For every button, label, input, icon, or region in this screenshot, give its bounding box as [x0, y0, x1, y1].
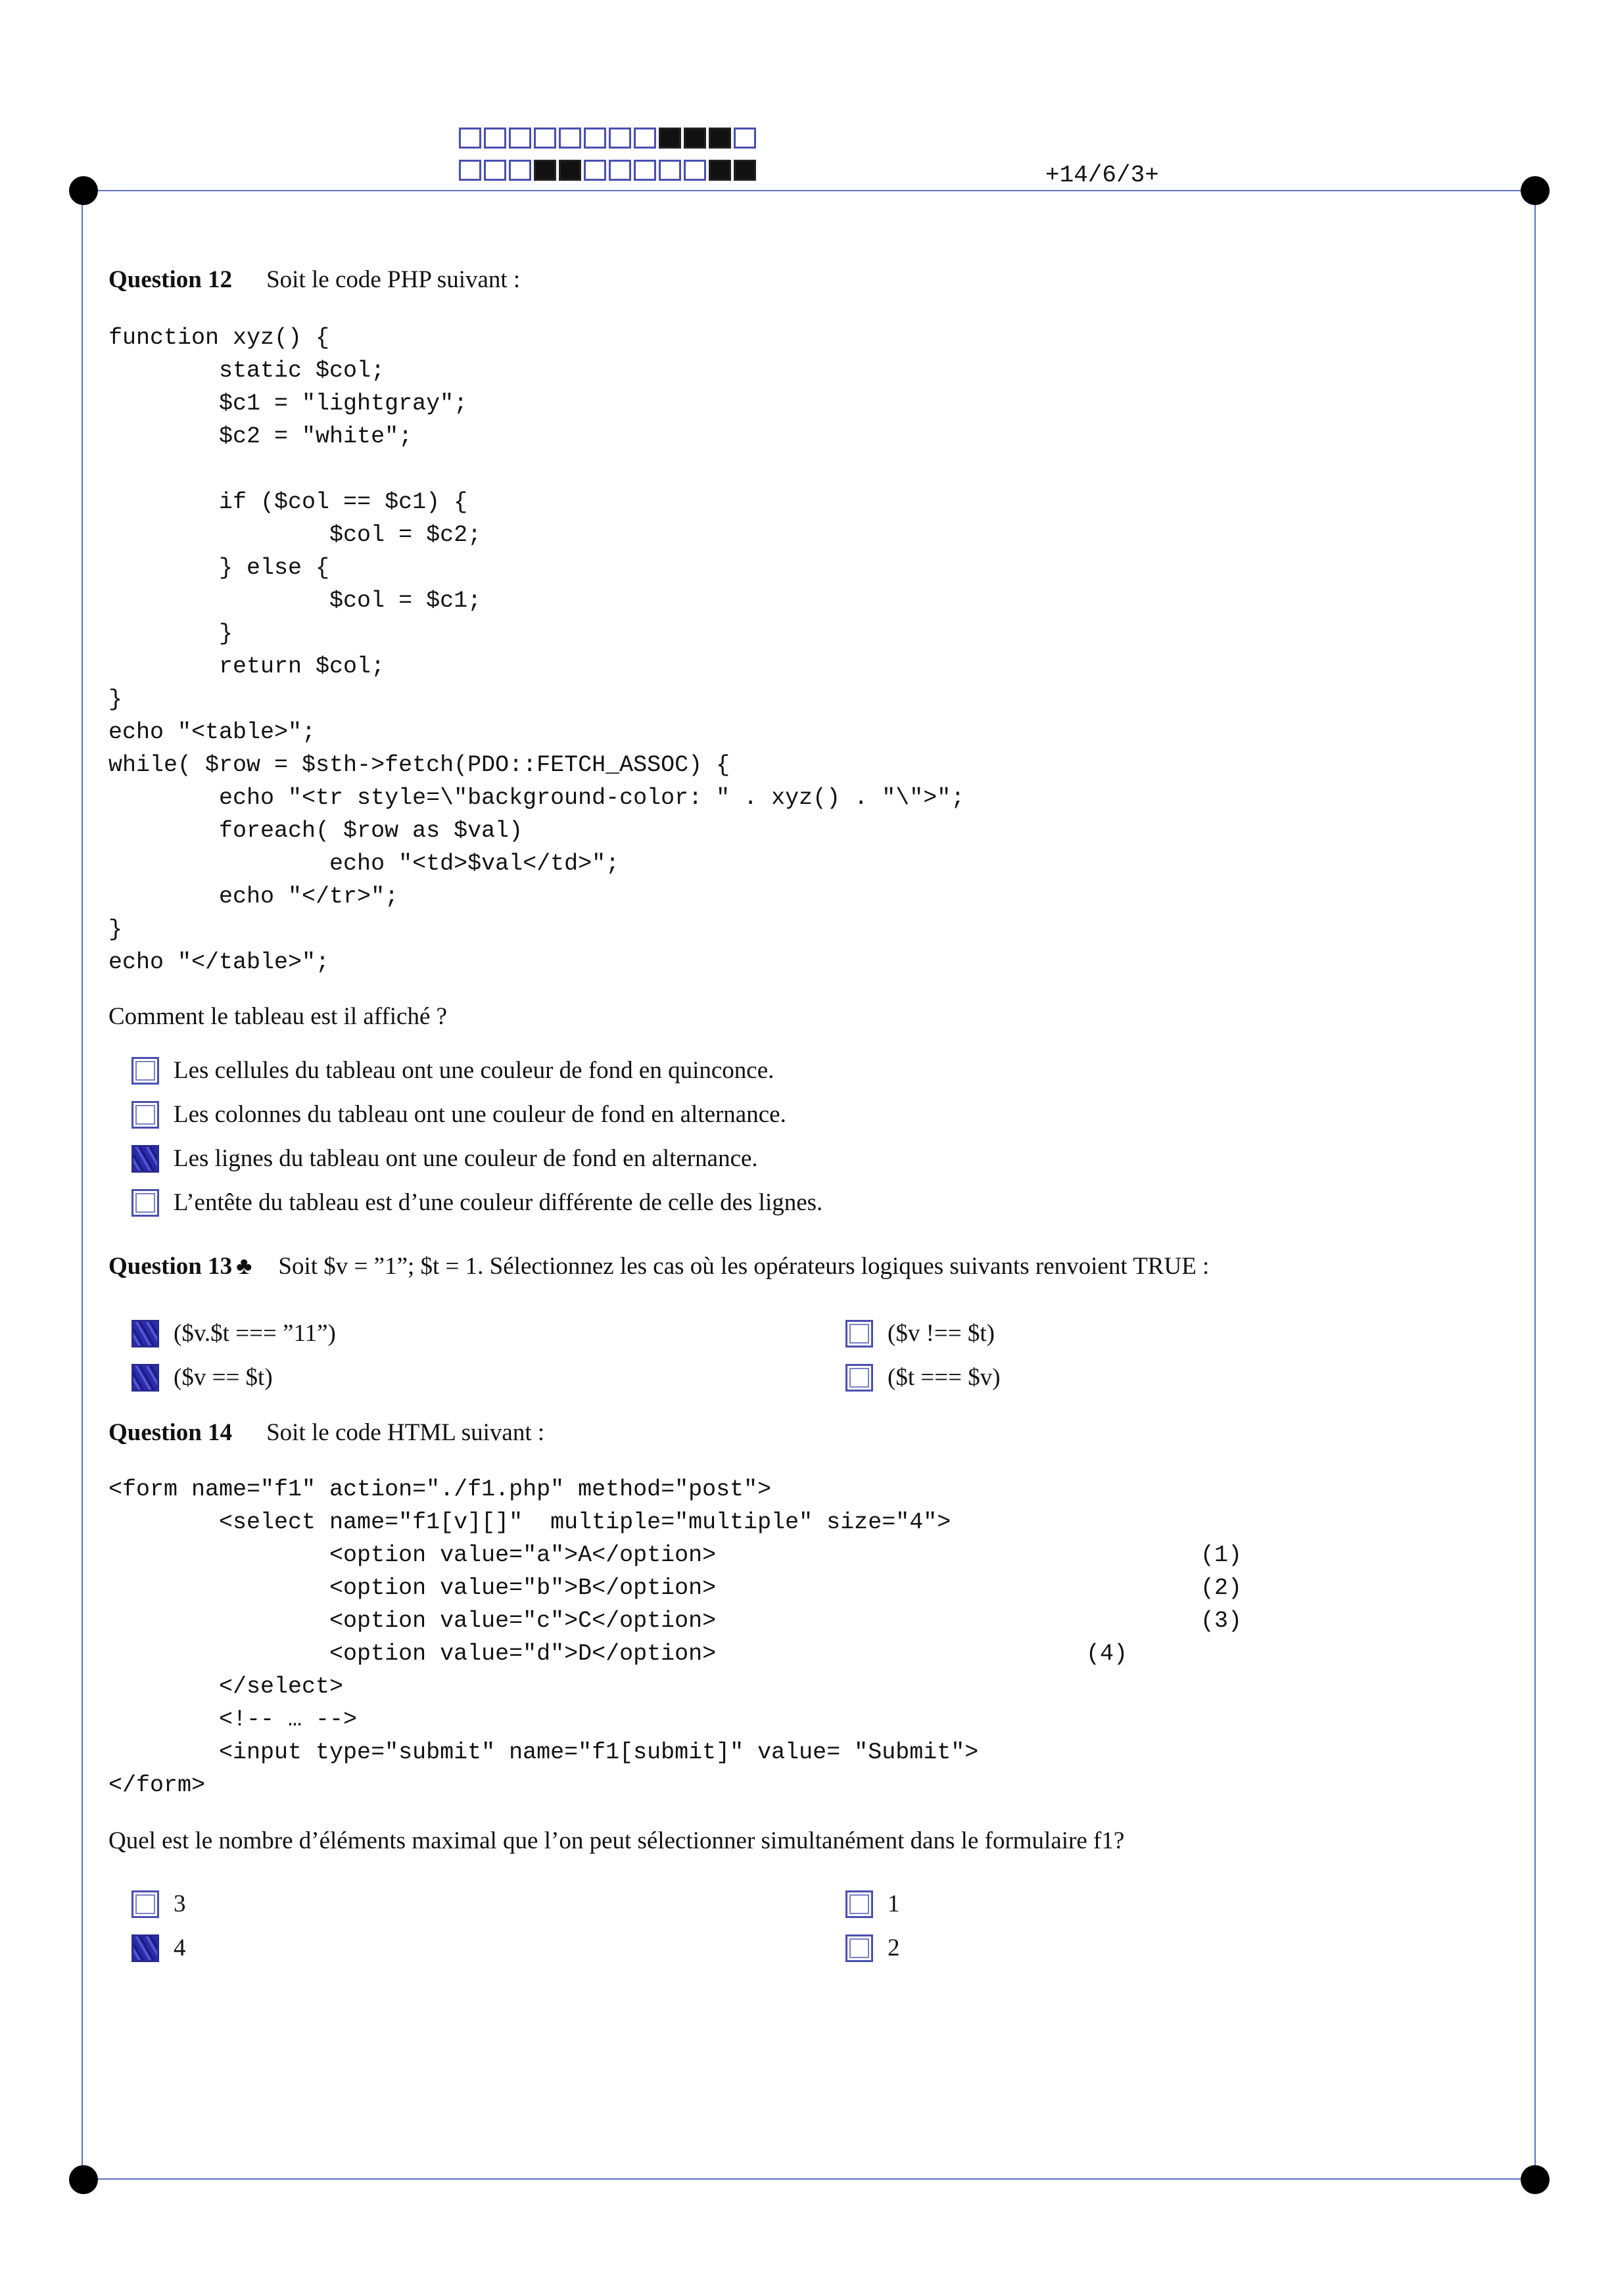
answer-option[interactable] — [845, 1319, 995, 1347]
checkbox[interactable] — [131, 1320, 159, 1347]
code-cell — [459, 160, 481, 181]
code-cell — [709, 160, 731, 181]
question-prompt: Quel est le nombre d’éléments maximal que l’on peut sélectionner simultanément dans le formulaire f1? — [108, 1827, 1125, 1854]
page-identifier: +14/6/3+ — [1045, 162, 1159, 189]
binary-code-strip-top — [459, 128, 759, 149]
code-cell — [609, 128, 631, 149]
php-code-block: function xyz() { static $col; $c1 = "lightgray"; $c2 = "white"; if ($col == $c1) { $col = $c2; } else { $col = $c1; } return $col; } echo "<table>"; while( $row = $sth->fetch(PDO::FETCH_ASSOC) { echo "<tr style=\"background-color: " . xyz() . "\">"; foreach( $row as $val) echo "<td>$val</td>"; echo "</tr>"; } echo "</table>"; — [108, 325, 965, 975]
answer-option[interactable] — [131, 1056, 774, 1085]
answer-option[interactable] — [131, 1890, 186, 1918]
question-number: Question 12 — [108, 266, 233, 293]
line-annotation: (4) — [1086, 1641, 1128, 1667]
answer-option[interactable] — [131, 1188, 822, 1217]
code-cell — [484, 128, 506, 149]
frame-bottom — [85, 2178, 1535, 2180]
code-cell — [684, 128, 706, 149]
answer-option[interactable] — [845, 1934, 900, 1962]
checkbox[interactable] — [131, 1145, 159, 1173]
code-cell — [734, 128, 756, 149]
corner-mark-top-right — [1521, 176, 1550, 205]
answer-label: 1 — [888, 1890, 900, 1917]
question-14-header — [108, 1418, 544, 1447]
code-cell — [734, 160, 756, 181]
answer-option[interactable] — [131, 1363, 273, 1392]
corner-mark-top-left — [69, 176, 98, 205]
question-number: Question 13 — [108, 1253, 233, 1280]
checkbox[interactable] — [131, 1189, 159, 1217]
frame-top — [85, 190, 1535, 191]
question-intro: Soit $v = ”1”; $t = 1. Sélectionnez les cas où les opérateurs logiques suivants renvoient TRUE : — [278, 1253, 1210, 1280]
answer-option[interactable] — [845, 1363, 1001, 1392]
code-cell — [459, 128, 481, 149]
question-intro: Soit le code HTML suivant : — [266, 1419, 545, 1446]
code-cell — [559, 160, 581, 181]
binary-code-strip-bottom — [459, 160, 759, 181]
code-cell — [584, 160, 606, 181]
answer-option[interactable] — [845, 1890, 900, 1918]
checkbox[interactable] — [845, 1890, 873, 1918]
checkbox[interactable] — [131, 1934, 159, 1962]
answer-label: ($v !== $t) — [888, 1320, 995, 1347]
answer-option[interactable] — [131, 1319, 336, 1347]
answer-label: Les lignes du tableau ont une couleur de fond en alternance. — [174, 1145, 758, 1172]
code-cell — [509, 128, 531, 149]
question-prompt: Comment le tableau est il affiché ? — [108, 1003, 448, 1030]
checkbox[interactable] — [845, 1320, 873, 1347]
line-annotation: (3) — [1200, 1608, 1243, 1634]
frame-right — [1534, 190, 1536, 2180]
code-cell — [634, 128, 656, 149]
frame-left — [82, 190, 83, 2180]
code-cell — [484, 160, 506, 181]
answer-label: 4 — [174, 1934, 186, 1961]
answer-label: Les cellules du tableau ont une couleur de fond en quinconce. — [174, 1057, 774, 1084]
code-cell — [559, 128, 581, 149]
checkbox[interactable] — [845, 1364, 873, 1392]
corner-mark-bottom-right — [1521, 2165, 1550, 2194]
answer-option[interactable] — [131, 1100, 786, 1129]
code-cell — [634, 160, 656, 181]
answer-label: L’entête du tableau est d’une couleur différente de celle des lignes. — [174, 1189, 823, 1216]
code-cell — [659, 128, 681, 149]
code-cell — [534, 128, 556, 149]
code-cell — [609, 160, 631, 181]
code-cell — [659, 160, 681, 181]
answer-option[interactable] — [131, 1934, 186, 1962]
question-intro: Soit le code PHP suivant : — [266, 266, 521, 293]
checkbox[interactable] — [131, 1057, 159, 1085]
answer-label: Les colonnes du tableau ont une couleur de fond en alternance. — [174, 1101, 786, 1128]
answer-label: ($v.$t === ”11”) — [174, 1320, 336, 1347]
answer-label: ($v == $t) — [174, 1364, 273, 1391]
checkbox[interactable] — [131, 1101, 159, 1129]
question-13-header — [108, 1252, 1209, 1280]
checkbox[interactable] — [845, 1934, 873, 1962]
line-annotation: (2) — [1200, 1575, 1243, 1601]
code-cell — [709, 128, 731, 149]
question-number: Question 14 — [108, 1419, 233, 1446]
question-12-header — [108, 266, 520, 294]
answer-option[interactable] — [131, 1144, 758, 1173]
code-cell — [509, 160, 531, 181]
code-cell — [684, 160, 706, 181]
corner-mark-bottom-left — [69, 2165, 98, 2194]
code-cell — [584, 128, 606, 149]
html-code-block: <form name="f1" action="./f1.php" method="post"> <select name="f1[v][]" multiple="multiple" size="4"> <option value="a">A</option> <option value="b">B</option> <option value="c">C</option> <option value="d">D</option> </select> <!-- … --> <input type="submit" name="f1[submit]" value= "Submit"> </form> — [108, 1476, 979, 1798]
club-icon: ♣ — [236, 1253, 252, 1280]
answer-label: 2 — [888, 1934, 900, 1961]
checkbox[interactable] — [131, 1890, 159, 1918]
line-annotation: (1) — [1200, 1542, 1243, 1568]
answer-label: 3 — [174, 1890, 186, 1917]
checkbox[interactable] — [131, 1364, 159, 1392]
code-cell — [534, 160, 556, 181]
answer-label: ($t === $v) — [888, 1364, 1001, 1391]
